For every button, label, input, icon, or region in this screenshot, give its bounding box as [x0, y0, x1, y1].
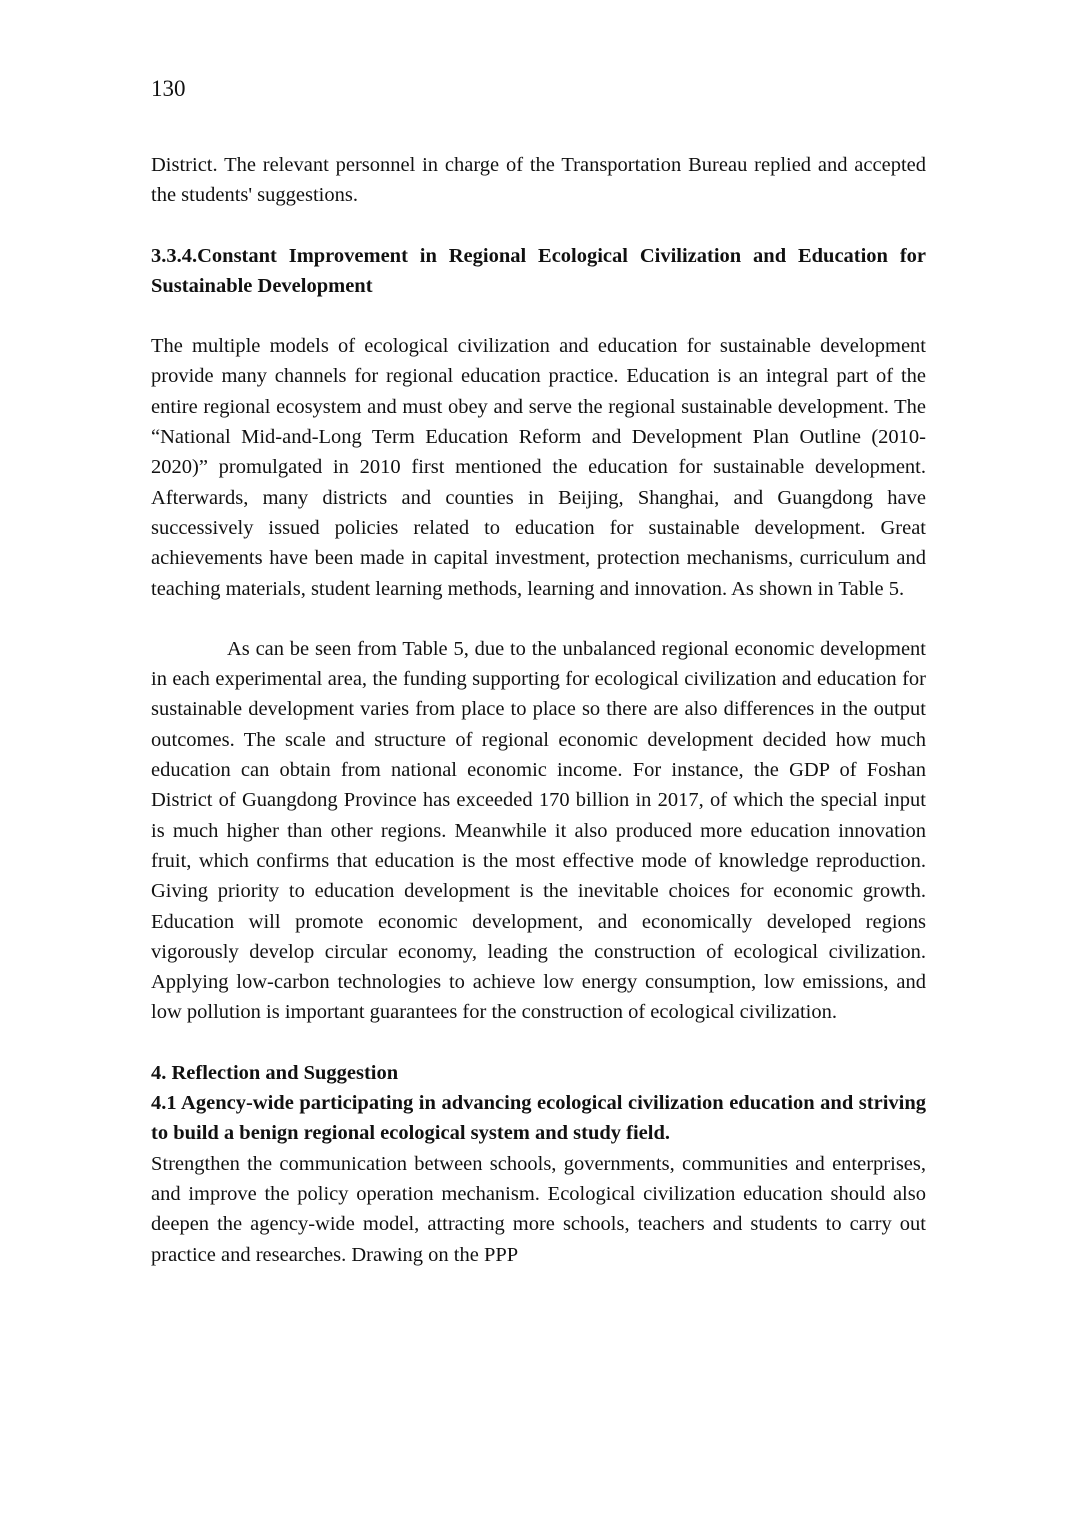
paragraph-table-5-analysis: As can be seen from Table 5, due to the unbalanced regional economic development in each experimental area, the funding supporting for ecological civilization and education for sustainable development varies from place to place so there are also differences in the output outcomes. The scale and structure of regional economic development decided how much education can obtain from national economic income. For instance, the GDP of Foshan District of Guangdong Province has exceeded 170 billion in 2017, of which the special input is much higher than other regions. Meanwhile it also produced more education innovation fruit, which confirms that education is the most effective mode of knowledge reproduction. Giving priority to education development is the inevitable choices for economic growth. Education will promote economic development, and economically developed regions vigorously develop circular economy, leading the construction of ecological civilization. Applying low-carbon technologies to achieve low energy consumption, low emissions, and low pollution is important guarantees for the construction of ecological civilization.: [151, 637, 926, 1024]
section-heading-4: 4. Reflection and Suggestion: [151, 1061, 399, 1084]
page-content: [151, 150, 926, 1270]
paragraph-multiple-models: The multiple models of ecological civilization and education for sustainable development provide many channels for regional education practice. Education is an integral part of the entire regional ecosystem and must obey and serve the regional sustainable development. The “National Mid-and-Long Term Education Reform and Development Plan Outline (2010-2020)” promulgated in 2010 first mentioned the education for sustainable development. Afterwards, many districts and counties in Beijing, Shanghai, and Guangdong have successively issued policies related to education for sustainable development. Great achievements have been made in capital investment, protection mechanisms, curriculum and teaching materials, student learning methods, learning and innovation. As shown in Table 5.: [151, 335, 926, 600]
page-number: 130: [151, 76, 186, 101]
section-heading-3-3-4: 3.3.4.Constant Improvement in Regional Ecological Civilization and Education for Sustainable Development: [151, 244, 926, 297]
section-heading-4-1: 4.1 Agency-wide participating in advancing ecological civilization education and striving to build a benign regional ecological system and study field.: [151, 1092, 926, 1145]
paragraph-strengthen-communication: Strengthen the communication between schools, governments, communities and enterprises, and improve the policy operation mechanism. Ecological civilization education should also deepen the agency-wide model, attracting more schools, teachers and students to carry out practice and researches. Drawing on the PPP: [151, 1152, 926, 1266]
paragraph-continuation: District. The relevant personnel in charge of the Transportation Bureau replied and accepted the students' suggestions.: [151, 154, 926, 207]
